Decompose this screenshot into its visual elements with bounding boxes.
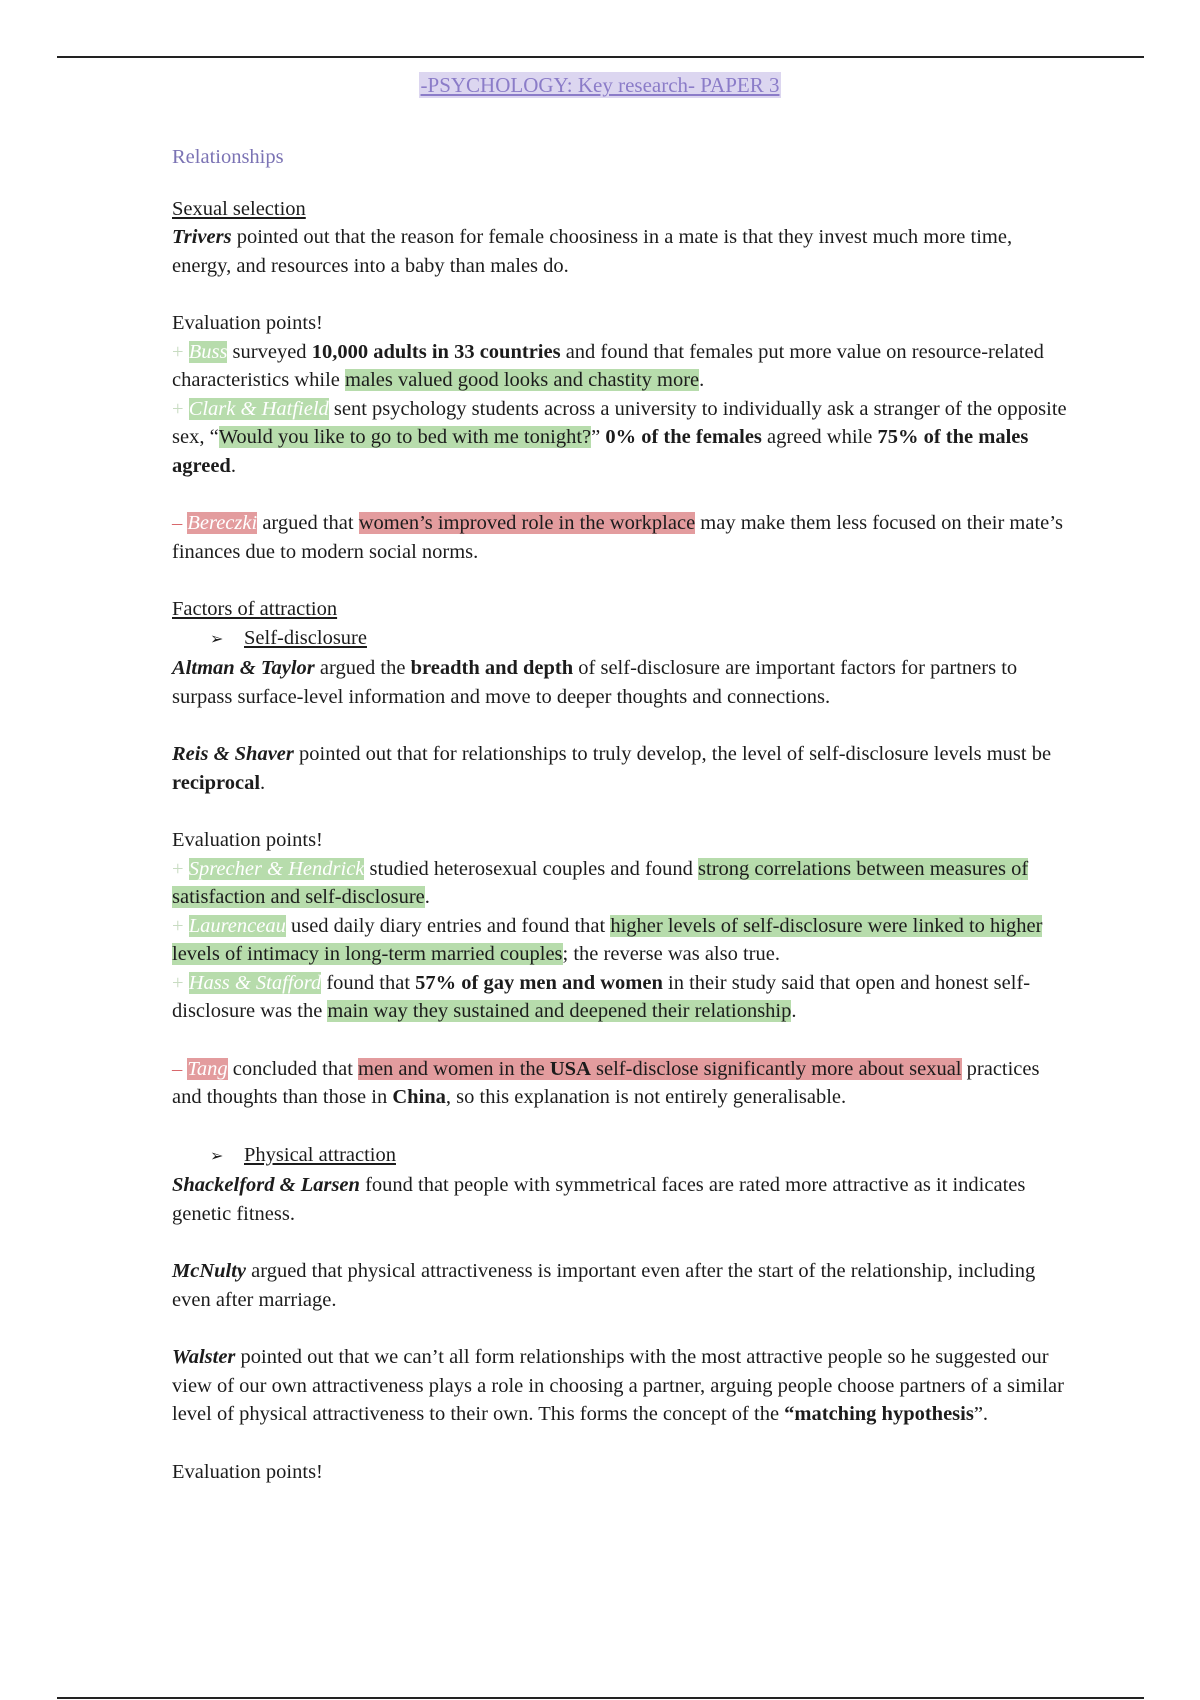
minus-marker: – [172,1057,183,1080]
plus-marker: + [172,971,184,994]
highlight-support: main way they sustained and deepened their relationship [327,1000,792,1022]
subheading-sexual-selection: Sexual selection [172,197,306,220]
subheading-factors: Factors of attraction [172,598,338,620]
document-body [172,143,1072,1486]
eval-point-clark: + Clark & Hatfield sent psychology students across a university to individually ask a stranger of the opposite sex, “Would you like to go to bed with me tonight?” 0% of the females agreed while 75% of the males agreed. [172,397,1067,477]
page-title: -PSYCHOLOGY: Key research- PAPER 3 [420,73,780,97]
researcher-name: Shackelford & Larsen [172,1174,360,1196]
bottom-rule [57,1697,1144,1699]
eval-point-buss: + Buss surveyed 10,000 adults in 33 countries and found that females put more value on resource-related characteristics while males valued good looks and chastity more. [172,340,1044,391]
researcher-name: Clark & Hatfield [188,397,329,420]
highlight-support: strong correlations between measures of satisfaction and self-disclosure [172,857,1029,908]
researcher-name: Walster [172,1346,236,1368]
researcher-name: Laurenceau [188,914,286,937]
top-rule [57,56,1144,58]
researcher-name: McNulty [172,1260,247,1282]
section-heading: Relationships [172,146,284,168]
highlight-criticism: women’s improved role in the workplace [358,512,696,534]
plus-marker: + [172,857,184,880]
plus-marker: + [172,914,184,937]
plus-marker: + [172,340,184,363]
researcher-name: Reis & Shaver [172,743,294,765]
paragraph-altman: Altman & Taylor argued the breadth and depth of self-disclosure are important factors for partners to surpass surface-level information and move to deeper thoughts and connections. [172,657,1018,708]
researcher-name: Trivers [172,226,232,248]
bullet-self-disclosure: ➢ Self-disclosure [210,624,1072,655]
arrow-bullet-icon: ➢ [210,1147,224,1165]
paragraph-mcnulty: McNulty argued that physical attractiveness is important even after the start of the relationship, including even after marriage. [172,1260,1036,1311]
evaluation-heading: Evaluation points! [172,829,323,851]
evaluation-heading: Evaluation points! [172,1460,323,1483]
bullet-physical-attraction: ➢ Physical attraction [210,1141,1072,1172]
highlight-support: higher levels of self-disclosure were linked to higher levels of intimacy in long-term married couples [172,914,1043,965]
researcher-name: Altman & Taylor [172,657,315,679]
paragraph-reis: Reis & Shaver pointed out that for relationships to truly develop, the level of self-disclosure levels must be reciprocal. [172,743,1052,794]
eval-point-laurenceau: + Laurenceau used daily diary entries and found that higher levels of self-disclosure were linked to higher levels of intimacy in long-term married couples; the reverse was also true. [172,914,1043,965]
researcher-name: Buss [188,340,228,363]
highlight-support: Would you like to go to bed with me tonight? [218,426,592,448]
researcher-name: Tang [187,1057,228,1080]
paragraph-shackelford: Shackelford & Larsen found that people with symmetrical faces are rated more attractive as it indicates genetic fitness. [172,1174,1026,1225]
eval-point-sprecher: + Sprecher & Hendrick studied heterosexual couples and found strong correlations between measures of satisfaction and self-disclosure. [172,857,1029,908]
page-header [0,72,1200,98]
highlight-criticism: men and women in the USA self-disclose significantly more about sexual [358,1057,962,1080]
paragraph-walster: Walster pointed out that we can’t all form relationships with the most attractive people so he suggested our view of our own attractiveness plays a role in choosing a partner, arguing people choose partners of a similar level of physical attractiveness to their own. This forms the concept of the “matching hypothesis”. [172,1346,1064,1425]
researcher-name: Hass & Stafford [188,971,322,994]
paragraph-trivers: Trivers pointed out that the reason for female choosiness in a mate is that they invest much more time, energy, and resources into a baby than males do. [172,226,1013,277]
eval-point-tang: – Tang concluded that men and women in the USA self-disclose significantly more about sexual practices and thoughts than those in China, so this explanation is not entirely generalisable. [172,1057,1040,1108]
eval-point-bereczki: – Bereczki argued that women’s improved role in the workplace may make them less focused on their mate’s finances due to modern social norms. [172,512,1063,563]
evaluation-heading: Evaluation points! [172,312,323,334]
researcher-name: Sprecher & Hendrick [188,857,365,880]
researcher-name: Bereczki [187,512,258,534]
highlight-support: males valued good looks and chastity more [345,369,700,391]
plus-marker: + [172,397,184,420]
minus-marker: – [172,512,183,534]
arrow-bullet-icon: ➢ [210,630,224,648]
eval-point-hass: + Hass & Stafford found that 57% of gay men and women in their study said that open and honest self-disclosure was the main way they sustained and deepened their relationship. [172,971,1031,1022]
